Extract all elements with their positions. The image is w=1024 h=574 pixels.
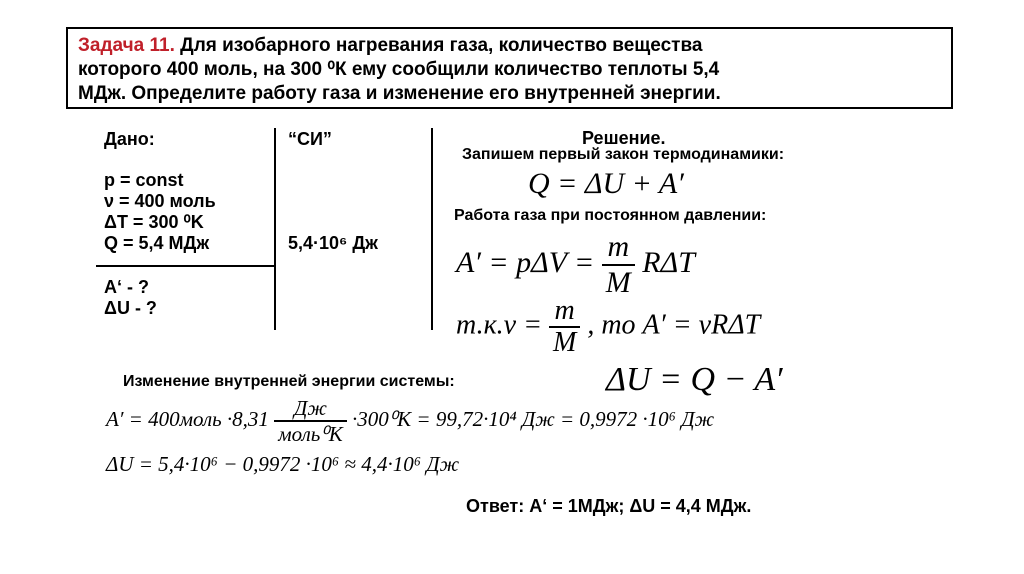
si-value: 5,4·10⁶ Дж xyxy=(288,233,378,253)
first-law-label: Запишем первый закон термодинамики: xyxy=(462,146,785,163)
task-title: Задача 11. xyxy=(78,35,175,56)
given-find-divider xyxy=(96,265,276,267)
solution-divider xyxy=(431,128,433,330)
task-line-1: Задача 11. Для изобарного нагревания газа, количество вещества xyxy=(78,35,703,56)
work-calc: A′ = 400моль ·8,31 $\frac{Дж}{\text{моль⁰K}}$ ·300⁰K = 99,72·10⁴ Дж = 0,9972 ·10⁶ Дж xyxy=(106,396,715,446)
find-item: ΔU - ? xyxy=(104,298,157,318)
work-fraction: $\frac{m}{M}$ xyxy=(602,230,635,300)
work-formula: A′ = pΔV = $\frac{m}{M}$ RΔT xyxy=(456,230,695,299)
find-item: A‘ - ? xyxy=(104,277,149,297)
du-calc: ΔU = 5,4·10⁶ − 0,9972 ·10⁶ ≈ 4,4·10⁶ Дж xyxy=(106,452,460,476)
given-item: ΔT = 300 ⁰K xyxy=(104,212,204,232)
energy-formula: ΔU = Q − A′ xyxy=(606,361,783,398)
task-line-2: которого 400 моль, на 300 ⁰К ему сообщили количество теплоты 5,4 xyxy=(78,59,720,80)
since-fraction: $\frac{m}{M}$ xyxy=(549,296,580,358)
column-divider xyxy=(274,128,276,330)
since-formula: т.к.ν = $\frac{m}{M}$ , то A′ = νRΔT xyxy=(456,295,761,358)
answer: Ответ: A‘ = 1МДж; ΔU = 4,4 МДж. xyxy=(466,496,752,516)
given-item: p = const xyxy=(104,170,184,190)
work-calc-fraction: $\frac{Дж}{\text{моль⁰K}}$ xyxy=(274,396,347,446)
task-line-3: МДж. Определите работу газа и изменение его внутренней энергии. xyxy=(78,83,721,104)
work-label: Работа газа при постоянном давлении: xyxy=(454,207,767,224)
energy-label: Изменение внутренней энергии системы: xyxy=(123,373,455,390)
first-law-formula: Q = ΔU + A′ xyxy=(528,167,684,200)
given-header: Дано: xyxy=(104,129,155,149)
given-item: ν = 400 моль xyxy=(104,191,216,211)
solution-header: Решение. xyxy=(582,128,666,148)
given-item: Q = 5,4 МДж xyxy=(104,233,210,253)
task-box xyxy=(66,27,953,109)
si-header: “СИ” xyxy=(288,129,332,149)
